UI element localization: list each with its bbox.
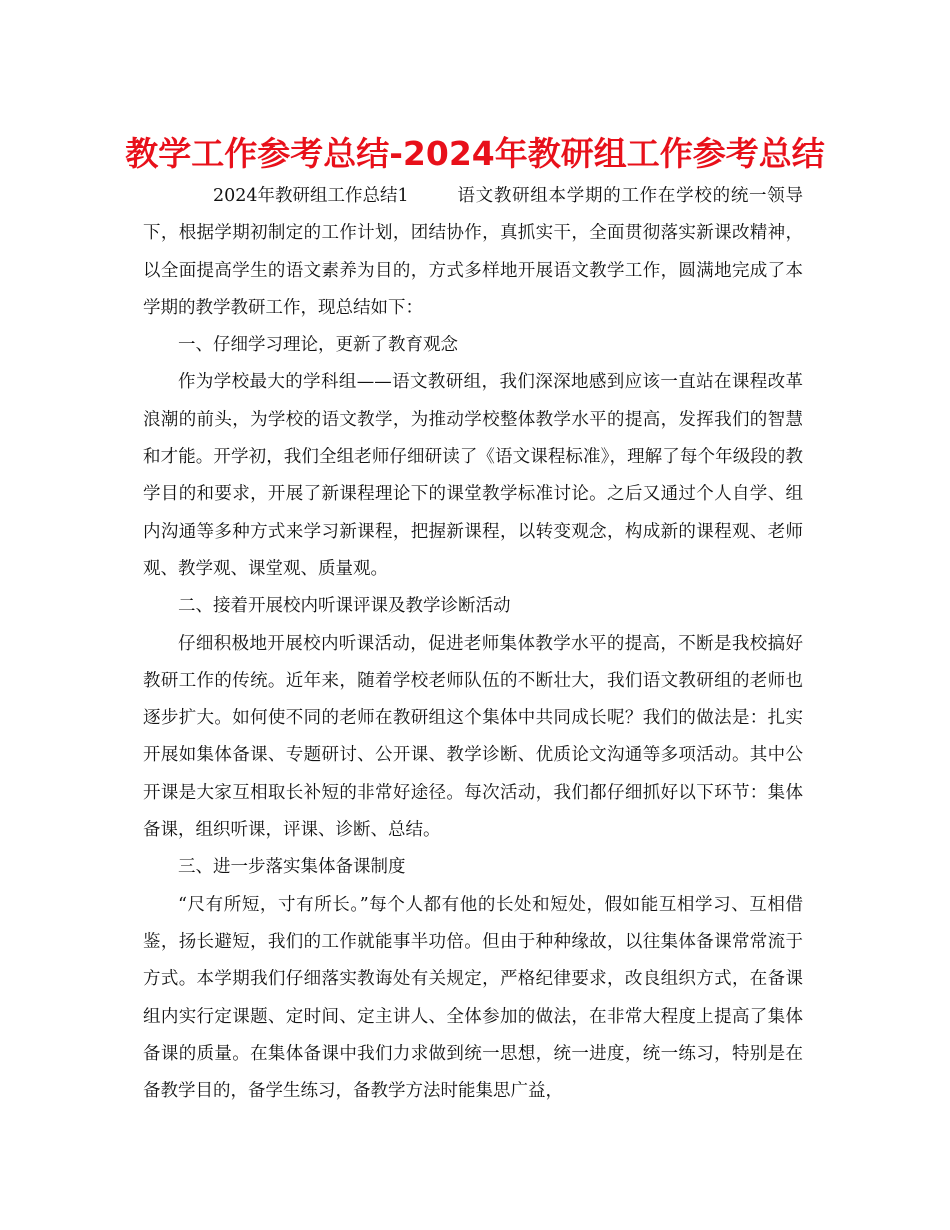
section-2-heading: 二、接着开展校内听课评课及教学诊断活动 bbox=[178, 596, 511, 617]
section-1-heading: 一、仔细学习理论，更新了教育观念 bbox=[178, 335, 458, 356]
section-3-body: “尺有所短，寸有所长。”每个人都有他的长处和短处，假如能互相学习、互相借鉴，扬长避短，我们的工作就能事半功倍。但由于种种缘故，以往集体备课常常流于方式。本学期我们仔细落实教诲处有关规定，严格纪律要求，改良组织方式，在备课组内实行定课题、定时间、定主讲人、全体参加的做法，在非常大程度上提高了集体备课的质量。在集体备课中我们力求做到统一思想，统一进度，统一练习，特别是在备教学目的，备学生练习，备教学方法时能集思广益， bbox=[143, 894, 803, 1102]
document-body bbox=[143, 178, 803, 1110]
section-2-body: 仔细积极地开展校内听课活动，促进老师集体教学水平的提高，不断是我校搞好教研工作的传统。近年来，随着学校老师队伍的不断壮大，我们语文教研组的老师也逐步扩大。如何使不同的老师在教研组这个集体中共同成长呢？我们的做法是：扎实开展如集体备课、专题研讨、公开课、教学诊断、优质论文沟通等多项活动。其中公开课是大家互相取长补短的非常好途径。每次活动，我们都仔细抓好以下环节：集体备课，组织听课，评课、诊断、总结。 bbox=[143, 633, 803, 841]
intro-paragraph bbox=[143, 178, 803, 327]
intro-label: 2024年教研组工作总结1 bbox=[213, 186, 409, 206]
intro-text: 语文教研组本学期的工作在学校的统一领导下，根据学期初制定的工作计划，团结协作，真抓实干，全面贯彻落实新课改精神，以全面提高学生的语文素养为目的，方式多样地开展语文教学工作，圆满地完成了本学期的教学教研工作，现总结如下： bbox=[143, 186, 803, 318]
section-1-body: 作为学校最大的学科组——语文教研组，我们深深地感到应该一直站在课程改革浪潮的前头，为学校的语文教学，为推动学校整体教学水平的提高，发挥我们的智慧和才能。开学初，我们全组老师仔细研读了《语文课程标准》，理解了每个年级段的教学目的和要求，开展了新课程理论下的课堂教学标准讨论。之后又通过个人自学、组内沟通等多种方式来学习新课程，把握新课程，以转变观念，构成新的课程观、老师观、教学观、课堂观、质量观。 bbox=[143, 372, 803, 579]
document-title: 教学工作参考总结-2024年教研组工作参考总结 bbox=[125, 134, 825, 173]
section-3-heading: 三、进一步落实集体备课制度 bbox=[178, 857, 406, 878]
